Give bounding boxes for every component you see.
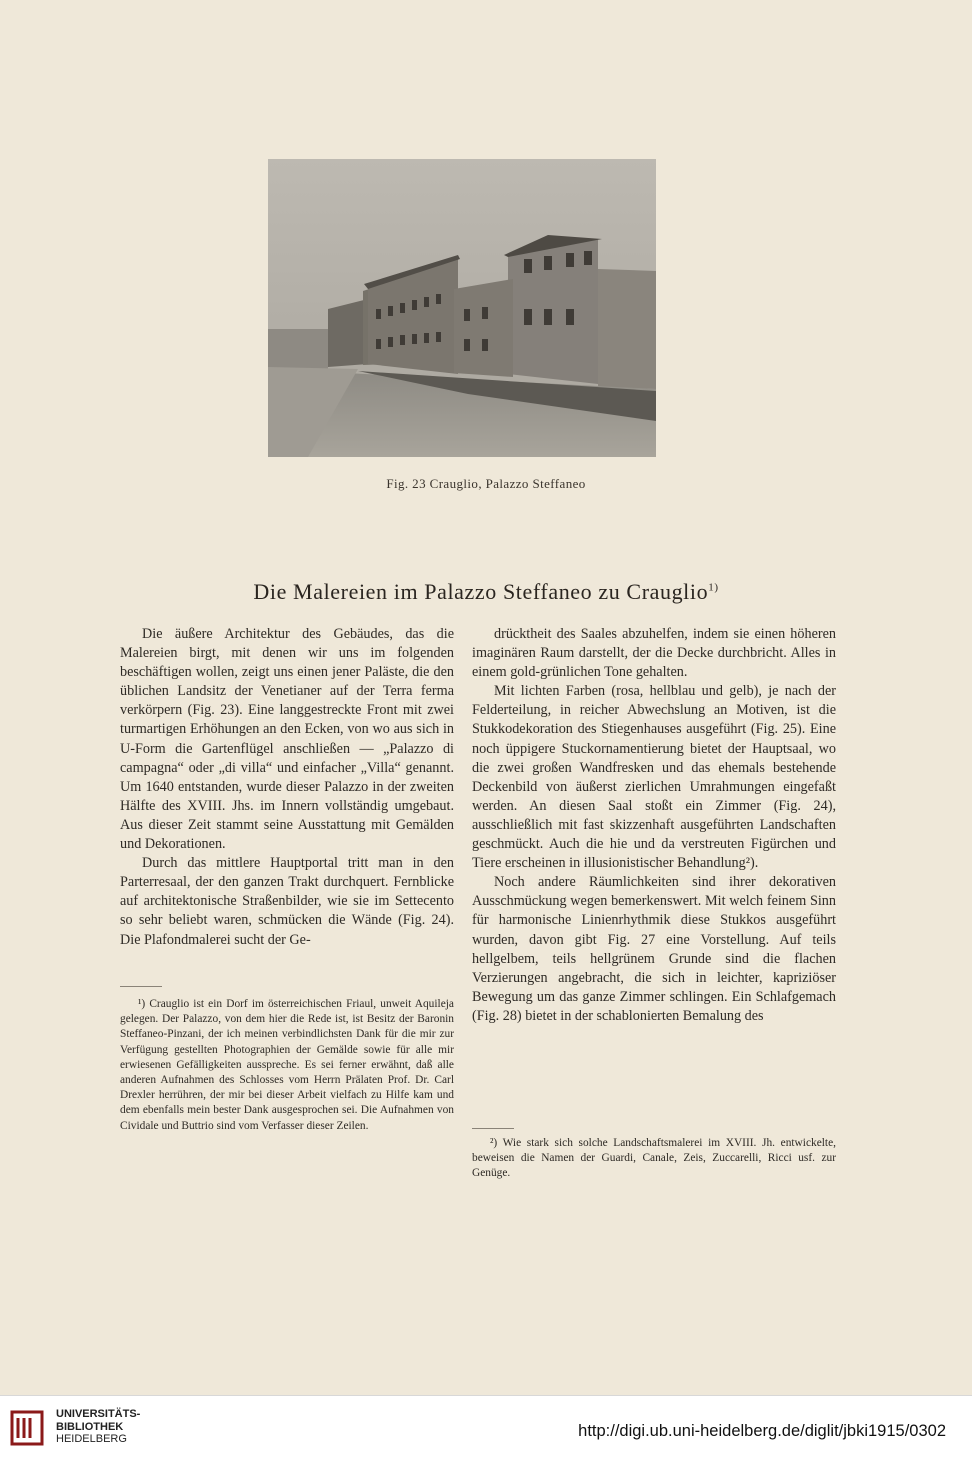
paragraph: Mit lichten Farben (rosa, hellblau und gelb), je nach der Felderteilung, in reicher Abwechslung an Motiven, ist die Stukkodekoration des Stiegenhauses ausgeführt (Fig. 25). Eine noch üppigere Stuckornamentierung bietet der Hauptsaal, wo die zwei großen Wandfresken und das ehemals bestehende Deckenbild von äußerst zierlichen Umrahmungen eingefaßt werden. An diesen Saal stoßt ein Zimmer (Fig. 24), ausschließlich mit fast skizzenhaft ausgeführten Landschaften geschmückt. Auch die hie und da verstreuten Figürchen und Tiere erscheinen in illusionistischer Behandlung²). bbox=[472, 683, 836, 872]
footnote-1 bbox=[120, 997, 454, 1134]
library-logo-icon bbox=[10, 1408, 50, 1448]
footnote-divider bbox=[120, 986, 162, 987]
library-name-line: BIBLIOTHEK bbox=[56, 1420, 124, 1433]
footer-bar bbox=[0, 1395, 972, 1457]
paragraph: Durch das mittlere Hauptportal tritt man in den Parterresaal, der den ganzen Trakt durchquert. Fernblicke auf architektonische Straßenbilder, wie sie im Settecento so sehr beliebt waren, schmücken die Wände (Fig. 24). Die Plafondmalerei sucht der Ge- bbox=[120, 855, 454, 948]
title-footnote-marker: 1) bbox=[708, 581, 719, 594]
footnote-divider bbox=[472, 1128, 514, 1129]
footnote-2 bbox=[472, 1136, 836, 1182]
palazzo-photograph bbox=[268, 159, 656, 457]
paragraph: Noch andere Räumlichkeiten sind ihrer dekorativen Ausschmückung wegen bemerkenswert. Mit welch feinem Sinn für harmonische Linienrhythmik diese Stukkos ausgeführt wurden, davon gibt Fig. 27 eine Vorstellung. Auf teils hellgelbem, teils hellgrünem Grunde sind die flachen Verzierungen angebracht, die sich in leichter, kapriziöser Bewegung um das ganze Zimmer schlingen. Ein Schlafgemach (Fig. 28) bietet in der schablonierten Bemalung des bbox=[472, 874, 836, 1024]
paragraph: Die äußere Architektur des Gebäudes, das die Malereien birgt, mit denen wir uns im folgenden beschäftigen wollen, zeigt uns einen jener Paläste, die den üblichen Landsitz der Venetianer auf der Terra ferma verkörpern (Fig. 23). Eine langgestreckte Front mit zwei turmartigen Erhöhungen an den Ecken, von wo aus sich in U-Form die Gartenflügel anschließen — „Palazzo di campagna“ oder „di villa“ und einfacher „Villa“ genannt. Um 1640 entstanden, wurde dieser Palazzo in der zweiten Hälfte des XVIII. Jhs. im Innern vollständig umgebaut. Aus dieser Zeit stammt seine Ausstattung mit Gemälden und Dekorationen. bbox=[120, 626, 454, 853]
right-text-column bbox=[472, 625, 836, 1026]
footnote-text: ¹) Crauglio ist ein Dorf im österreichischen Friaul, unweit Aquileja gelegen. Der Palazzo, von dem hier die Rede ist, ist Besitz der Baronin Steffaneo-Pinzani, der ich meinen verbindlichsten Dank für die mir zur Verfügung gestellten Photographien der Gemälde sowie für alle mir erwiesenen Gefälligkeiten ausspreche. Es sei ferner erwähnt, daß alle anderen Aufnahmen des Schlosses vom Herrn Prälaten Prof. Dr. Carl Drexler herrühren, der mir bei dieser Arbeit vielfach zu Hilfe kam und dem ebenfalls mein bester Dank ausgesprochen sei. Die Aufnahmen von Cividale und Buttrio sind vom Verfasser dieser Zeilen. bbox=[120, 998, 454, 1132]
paragraph: drücktheit des Saales abzuhelfen, indem sie einen höheren imaginären Raum darstellt, der die Decke durchbricht. Alles in einem gold-grünlichen Tone gehalten. bbox=[472, 626, 836, 681]
article-title-text: Die Malereien im Palazzo Steffaneo zu Crauglio bbox=[253, 579, 709, 604]
figure-caption: Fig. 23 Crauglio, Palazzo Steffaneo bbox=[386, 476, 586, 491]
footnote-text: ²) Wie stark sich solche Landschaftsmalerei im XVIII. Jh. entwickelte, beweisen die Namen der Guardi, Canale, Zeis, Zuccarelli, Ricci usf. zur Genüge. bbox=[472, 1137, 836, 1180]
library-name-line: UNIVERSITÄTS- bbox=[56, 1408, 141, 1420]
article-title bbox=[0, 579, 972, 605]
source-url-link[interactable]: http://digi.ub.uni-heidelberg.de/diglit/jbki1915/0302 bbox=[578, 1422, 946, 1440]
left-text-column bbox=[120, 625, 454, 950]
library-name bbox=[56, 1408, 140, 1446]
library-name-line: HEIDELBERG bbox=[56, 1433, 127, 1445]
